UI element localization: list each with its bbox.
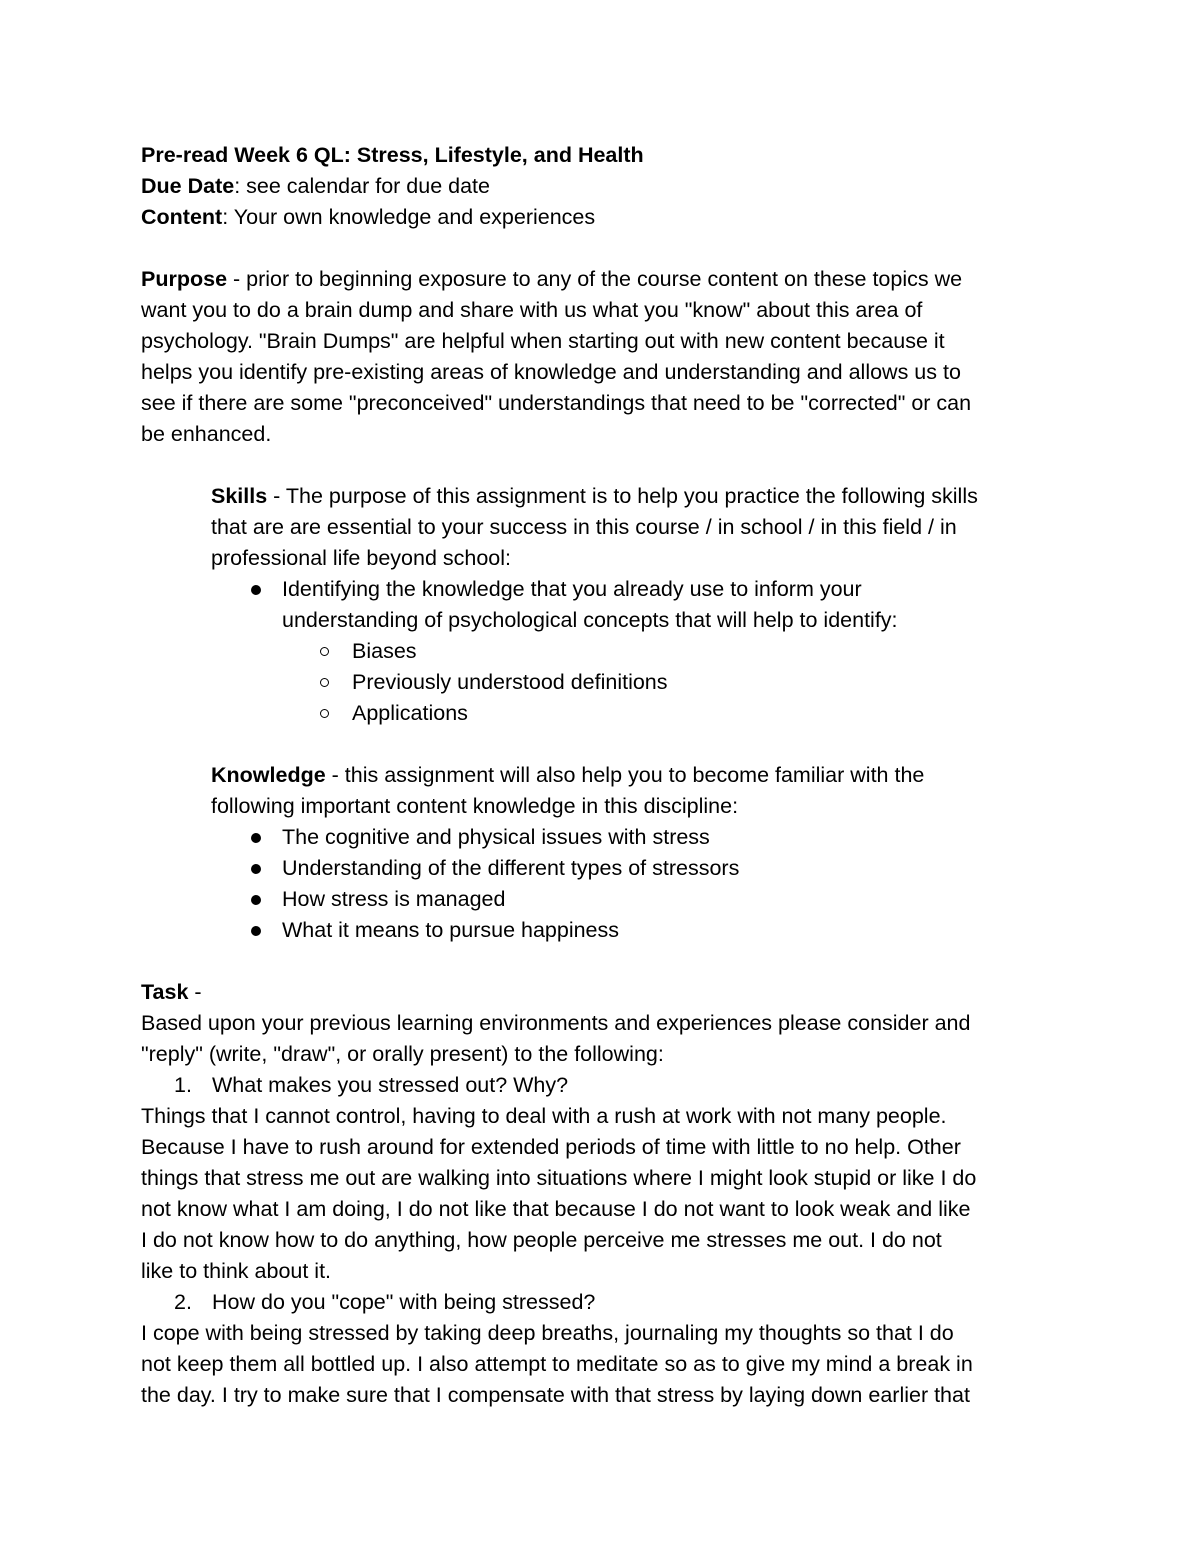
skills-line: professional life beyond school: (211, 546, 511, 570)
bullet-icon (251, 585, 261, 595)
purpose-line: helps you identify pre-existing areas of knowledge and understanding and allows us to (141, 360, 961, 384)
task-intro-line: "reply" (write, "draw", or orally present) to the following: (141, 1042, 664, 1066)
bullet-icon (251, 864, 261, 874)
task-label: Task (141, 980, 189, 1004)
skills-line (141, 481, 1071, 512)
list-item (141, 884, 1071, 915)
knowledge-bullet-text: The cognitive and physical issues with stress (282, 825, 710, 849)
knowledge-line: following important content knowledge in this discipline: (211, 794, 739, 818)
knowledge-bullet-text: What it means to pursue happiness (282, 918, 620, 942)
answer-line: like to think about it. (141, 1259, 332, 1283)
question-item (141, 1287, 1071, 1318)
knowledge-text: - this assignment will also help you to become familiar with the (325, 763, 925, 787)
content-line (141, 202, 1071, 233)
bullet-icon (251, 895, 261, 905)
due-date-label: Due Date (141, 174, 235, 198)
answer-line: I do not know how to do anything, how people perceive me stresses me out. I do not (141, 1228, 942, 1252)
skills-line: that are are essential to your success in this course / in school / in this field / in (211, 515, 957, 539)
bullet-icon (251, 926, 261, 936)
page-title: Pre-read Week 6 QL: Stress, Lifestyle, and Health (141, 143, 644, 167)
purpose-line: be enhanced. (141, 422, 272, 446)
content-label: Content (141, 205, 223, 229)
answer-line: not know what I am doing, I do not like that because I do not want to look weak and like (141, 1197, 971, 1221)
skills-label: Skills (211, 484, 268, 508)
sub-item-text: Previously understood definitions (352, 670, 668, 694)
skills-bullet-text: understanding of psychological concepts that will help to identify: (282, 608, 898, 632)
question-text: What makes you stressed out? Why? (212, 1073, 569, 1097)
question-number: 2. (174, 1290, 192, 1314)
task-label-suffix: - (188, 980, 202, 1004)
question-item (141, 1070, 1071, 1101)
sub-list-item (141, 698, 1071, 729)
document-page (141, 140, 1071, 1411)
purpose-line: see if there are some "preconceived" understandings that need to be "corrected" or can (141, 391, 972, 415)
sub-item-text: Applications (352, 701, 468, 725)
knowledge-section (141, 760, 1071, 946)
list-item (141, 574, 1071, 636)
task-intro-line: Based upon your previous learning environments and experiences please consider and (141, 1011, 971, 1035)
list-item (141, 853, 1071, 884)
spacer (141, 946, 1071, 977)
spacer (141, 729, 1071, 760)
sub-item-text: Biases (352, 639, 417, 663)
skills-bullet-text: Identifying the knowledge that you already use to inform your (282, 577, 862, 601)
purpose-line: psychology. "Brain Dumps" are helpful when starting out with new content because it (141, 329, 945, 353)
content-text: : Your own knowledge and experiences (222, 205, 596, 229)
due-date-text: : see calendar for due date (234, 174, 490, 198)
answer-line: the day. I try to make sure that I compensate with that stress by laying down earlier that (141, 1383, 970, 1407)
question-text: How do you "cope" with being stressed? (212, 1290, 596, 1314)
purpose-label: Purpose (141, 267, 228, 291)
answer-line: I cope with being stressed by taking deep breaths, journaling my thoughts so that I do (141, 1321, 954, 1345)
hollow-bullet-icon (320, 709, 329, 718)
knowledge-line (141, 760, 1071, 791)
hollow-bullet-icon (320, 647, 329, 656)
task-section (141, 977, 1071, 1411)
sub-list-item (141, 667, 1071, 698)
knowledge-bullet-text: Understanding of the different types of stressors (282, 856, 740, 880)
answer-line: Things that I cannot control, having to deal with a rush at work with not many people. (141, 1104, 947, 1128)
answer-line: Because I have to rush around for extended periods of time with little to no help. Other (141, 1135, 961, 1159)
skills-section (141, 481, 1071, 729)
sub-list-item (141, 636, 1071, 667)
purpose-line: want you to do a brain dump and share with us what you "know" about this area of (141, 298, 923, 322)
answer-line: not keep them all bottled up. I also attempt to meditate so as to give my mind a break in (141, 1352, 973, 1376)
list-item (141, 822, 1071, 853)
answer-line: things that stress me out are walking into situations where I might look stupid or like I do (141, 1166, 977, 1190)
task-heading (141, 977, 1071, 1008)
due-date-line (141, 171, 1071, 202)
purpose-text: - prior to beginning exposure to any of the course content on these topics we (227, 267, 963, 291)
knowledge-label: Knowledge (211, 763, 326, 787)
purpose-section (141, 264, 1071, 450)
knowledge-bullet-text: How stress is managed (282, 887, 506, 911)
hollow-bullet-icon (320, 678, 329, 687)
purpose-line (141, 264, 1071, 295)
spacer (141, 450, 1071, 481)
skills-text: - The purpose of this assignment is to help you practice the following skills (267, 484, 978, 508)
spacer (141, 233, 1071, 264)
list-item (141, 915, 1071, 946)
question-number: 1. (174, 1073, 192, 1097)
bullet-icon (251, 833, 261, 843)
